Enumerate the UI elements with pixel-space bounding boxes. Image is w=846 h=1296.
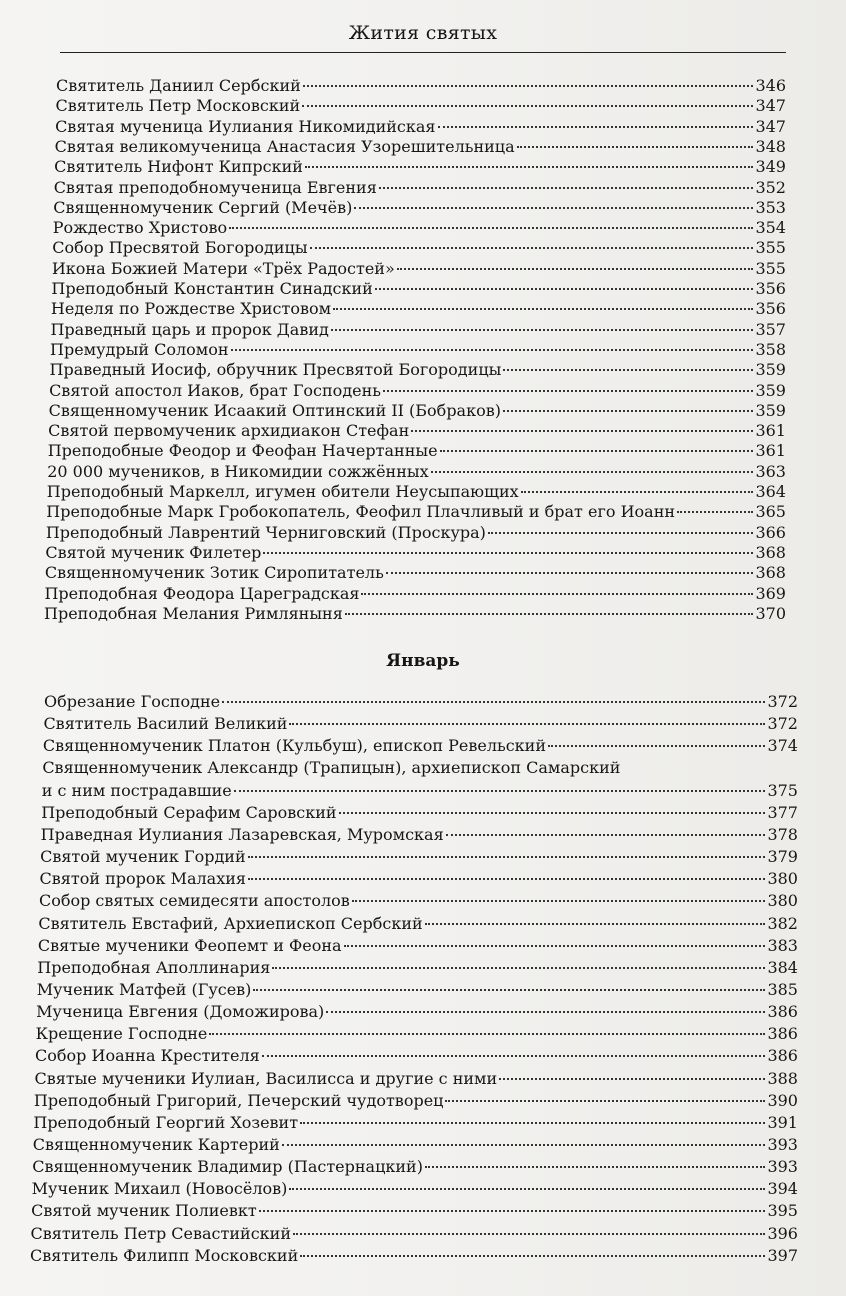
toc-entry <box>51 279 786 299</box>
toc-entry <box>31 1201 798 1221</box>
dot-leader <box>263 552 753 554</box>
toc-entry-page-number: 361 <box>755 421 786 441</box>
toc-entry-title: Преподобный Лаврентий Черниговский (Проскура) <box>45 522 486 542</box>
toc-entry-title: Преподобный Георгий Хозевит <box>33 1112 299 1132</box>
toc-entry <box>41 803 798 823</box>
toc-entry-title: Святой апостол Иаков, брат Господень <box>49 380 382 400</box>
toc-entry-page-number: 386 <box>767 1024 798 1044</box>
toc-entry <box>40 847 798 867</box>
dot-leader <box>425 923 766 925</box>
toc-entry-title: Святой мученик Филетер <box>45 542 262 562</box>
toc-entry <box>49 381 786 401</box>
toc-entry-title: 20 000 мучеников, в Никомидии сожжённых <box>47 461 429 481</box>
toc-entry-page-number: 359 <box>755 360 786 380</box>
toc-entry-page-number: 370 <box>755 603 786 623</box>
toc-entry-page-number: 361 <box>755 441 786 461</box>
toc-entry-title: Собор Иоанна Крестителя <box>35 1046 260 1066</box>
toc-entry-page-number: 393 <box>767 1135 798 1154</box>
toc-entry <box>45 543 786 563</box>
toc-entry <box>44 692 798 712</box>
toc-entry-page-number: 359 <box>755 400 786 420</box>
toc-entry-page-number: 366 <box>755 522 786 542</box>
toc-entry <box>50 360 786 380</box>
dot-leader <box>488 532 754 534</box>
toc-entry-page-number: 383 <box>767 935 798 955</box>
toc-entry-page-number: 380 <box>767 891 798 911</box>
toc-entry-page-number: 379 <box>767 847 798 867</box>
toc-entry-title: Священномученик Зотик Сиропитатель <box>44 563 384 583</box>
dot-leader <box>302 105 753 107</box>
toc-entry-page-number: 386 <box>767 1002 798 1022</box>
dot-leader <box>222 701 765 703</box>
toc-entry-title: Святая преподобномученица Евгения <box>53 177 377 197</box>
dot-leader <box>397 268 754 270</box>
toc-entry <box>44 604 786 624</box>
section-heading-january: Январь <box>386 651 460 671</box>
toc-entry-page-number: 356 <box>755 299 786 319</box>
toc-entry-title: Священномученик Платон (Кульбуш), епископ Ревельский <box>42 736 546 756</box>
toc-entry-page-number: 364 <box>755 482 786 501</box>
toc-entry <box>56 96 786 116</box>
toc-entry <box>42 781 798 801</box>
toc-entry-page-number: 377 <box>767 802 798 822</box>
toc-entry-title: Преподобный Григорий, Печерский чудотворец <box>33 1090 444 1110</box>
toc-entry-title: Праведный царь и пророк Давид <box>50 319 329 339</box>
toc-entry-title: и с ним пострадавшие <box>41 780 232 800</box>
toc-entry-page-number: 382 <box>767 913 798 933</box>
toc-entry <box>33 1113 798 1133</box>
toc-entry-title: Премудрый Соломон <box>50 339 229 359</box>
header-rule <box>60 52 786 53</box>
toc-entry-page-number: 356 <box>755 279 786 298</box>
dot-leader <box>262 1055 766 1057</box>
toc-entry-title-line: Священномученик Александр (Трапицын), архиепископ Самарский <box>42 758 621 778</box>
toc-entry <box>48 441 786 461</box>
toc-entry-page-number: 347 <box>755 96 786 116</box>
toc-entry <box>43 714 798 734</box>
toc-entry-page-number: 375 <box>767 780 798 800</box>
dot-leader <box>259 1210 766 1212</box>
toc-entry-title: Преподобный Маркелл, игумен обители Неусыпающих <box>46 482 519 501</box>
dot-leader <box>229 227 753 229</box>
toc-entry-page-number: 391 <box>767 1112 798 1132</box>
dot-leader <box>446 834 766 836</box>
toc-entry <box>47 482 786 502</box>
dot-leader <box>440 450 754 452</box>
toc-entry-title: Святой мученик Полиевкт <box>31 1201 257 1221</box>
toc-entry-title: Преподобная Мелания Римляныня <box>44 603 343 623</box>
toc-entry <box>30 1246 798 1266</box>
toc-entry-page-number: 394 <box>767 1179 798 1199</box>
toc-entry-page-number: 368 <box>755 563 786 583</box>
toc-entry-page-number: 353 <box>755 197 786 217</box>
toc-entry-title: Икона Божией Матери «Трёх Радостей» <box>51 258 395 278</box>
toc-entry-title: Святитель Петр Московский <box>55 96 301 116</box>
dot-leader <box>445 1100 765 1102</box>
toc-entry-page-number: 348 <box>755 136 786 156</box>
dot-leader <box>503 369 753 371</box>
dot-leader <box>272 967 765 969</box>
toc-entry <box>56 76 786 96</box>
toc-entry-title: Священномученик Картерий <box>32 1135 280 1154</box>
toc-entry <box>32 1179 798 1199</box>
toc-entry-title: Святые мученики Феопемт и Феона <box>37 935 342 955</box>
toc-entry-title: Святая мученица Иулиания Никомидийская <box>55 116 436 136</box>
toc-entry-page-number: 385 <box>767 979 798 999</box>
dot-leader <box>548 745 765 747</box>
toc-entry-page-number: 369 <box>755 583 786 603</box>
toc-entry-title: Мученик Матфей (Гусев) <box>36 979 252 999</box>
toc-entry-title: Святые мученики Иулиан, Василисса и другие с ними <box>34 1068 498 1088</box>
toc-entry <box>50 340 786 360</box>
toc-entry-page-number: 352 <box>755 177 786 197</box>
toc-entry <box>41 825 798 845</box>
toc-entry <box>33 1135 798 1155</box>
dot-leader <box>344 945 766 947</box>
dot-leader <box>425 1166 766 1168</box>
toc-entry <box>32 1157 798 1177</box>
dot-leader <box>438 126 754 128</box>
toc-entry-title: Святая великомученица Анастасия Узорешительница <box>54 136 515 156</box>
toc-entry-title: Преподобная Феодора Цареградская <box>44 583 360 603</box>
toc-entry-page-number: 393 <box>767 1157 798 1177</box>
toc-entry-page-number: 347 <box>755 116 786 136</box>
toc-entry <box>55 137 786 157</box>
dot-leader <box>383 390 753 392</box>
toc-entry <box>53 218 786 238</box>
toc-entry <box>43 736 798 756</box>
dot-leader <box>293 1233 765 1235</box>
toc-entry <box>31 1224 798 1244</box>
toc-entry-title: Священномученик Исаакий Оптинский II (Бобраков) <box>48 400 501 420</box>
toc-entry-page-number: 372 <box>767 714 798 734</box>
toc-entry <box>37 980 798 1000</box>
toc-entry-page-number: 368 <box>755 542 786 562</box>
toc-entry-title: Святитель Василий Великий <box>43 714 288 734</box>
dot-leader <box>234 790 766 792</box>
dot-leader <box>331 329 754 331</box>
toc-entry-title: Святой первомученик архидиакон Стефан <box>48 421 410 441</box>
dot-leader <box>521 491 754 493</box>
dot-leader <box>300 1255 765 1257</box>
toc-entry <box>46 502 786 522</box>
toc-entry-page-number: 354 <box>755 218 786 238</box>
dot-leader <box>231 349 754 351</box>
toc-entry-page-number: 355 <box>755 238 786 258</box>
toc-entry <box>35 1046 798 1066</box>
toc-entry <box>45 563 786 583</box>
toc-entry-page-number: 374 <box>767 736 798 756</box>
dot-leader <box>248 856 766 858</box>
dot-leader <box>305 166 754 168</box>
toc-entry <box>38 914 798 934</box>
toc-entry-page-number: 386 <box>767 1046 798 1066</box>
page-header-title: Жития святых <box>348 22 498 44</box>
toc-entry <box>38 936 798 956</box>
dot-leader <box>503 410 753 412</box>
toc-entry-page-number: 358 <box>755 339 786 359</box>
toc-entry-title: Святитель Даниил Сербский <box>56 76 301 95</box>
toc-entry-page-number: 397 <box>767 1245 798 1265</box>
toc-entry-title: Неделя по Рождестве Христовом <box>50 299 332 319</box>
toc-entry <box>34 1091 798 1111</box>
toc-entry-page-number: 388 <box>767 1068 798 1088</box>
dot-leader <box>310 247 754 249</box>
toc-entry <box>53 198 786 218</box>
dot-leader <box>361 593 753 595</box>
toc-entry <box>48 421 786 441</box>
toc-entry-title: Священномученик Сергий (Мечёв) <box>53 197 353 217</box>
toc-entry <box>44 584 786 604</box>
toc-entry <box>54 178 786 198</box>
toc-entry-title: Святой мученик Гордий <box>40 847 246 867</box>
dot-leader <box>248 878 765 880</box>
toc-entry-page-number: 365 <box>755 502 786 522</box>
toc-entry <box>47 462 786 482</box>
dot-leader <box>352 900 766 902</box>
dot-leader <box>333 308 753 310</box>
dot-leader <box>326 1011 765 1013</box>
toc-entry-title: Преподобные Феодор и Феофан Начертанные <box>47 441 438 461</box>
toc-entry <box>51 299 786 319</box>
toc-entry-page-number: 378 <box>767 824 798 844</box>
toc-entry-title: Преподобные Марк Гробокопатель, Феофил Плачливый и брат его Иоанн <box>46 502 676 522</box>
dot-leader <box>289 1188 765 1190</box>
dot-leader <box>386 572 754 574</box>
toc-entry-title: Священномученик Владимир (Пастернацкий) <box>32 1157 423 1177</box>
toc-entry-page-number: 380 <box>767 869 798 889</box>
toc-entry-title: Мученик Михаил (Новосёлов) <box>31 1179 288 1199</box>
dot-leader <box>289 723 765 725</box>
toc-entry-title: Обрезание Господне <box>44 692 221 711</box>
toc-entry <box>34 1069 798 1089</box>
dot-leader <box>339 812 766 814</box>
toc-entry-page-number: 357 <box>755 319 786 339</box>
toc-entry-title: Преподобный Серафим Саровский <box>41 802 337 822</box>
toc-entry <box>36 1002 798 1022</box>
toc-entry-title: Собор Пресвятой Богородицы <box>52 238 308 258</box>
toc-entry-page-number: 349 <box>755 157 786 177</box>
toc-entry <box>49 401 786 421</box>
toc-entry-page-number: 346 <box>755 76 786 95</box>
toc-entry-title: Собор святых семидесяти апостолов <box>38 891 350 911</box>
toc-entry-page-number: 390 <box>767 1090 798 1110</box>
toc-entry <box>55 117 786 137</box>
toc-entry <box>39 891 798 911</box>
dot-leader <box>354 207 753 209</box>
dot-leader <box>253 989 765 991</box>
toc-entry-title: Крещение Господне <box>35 1024 208 1044</box>
toc-entry-page-number: 359 <box>755 380 786 400</box>
toc-entry <box>40 869 798 889</box>
toc-entry-title: Праведная Иулиания Лазаревская, Муромская <box>40 824 444 844</box>
toc-entry <box>46 523 786 543</box>
dot-leader <box>209 1033 765 1035</box>
toc-entry-title: Святитель Евстафий, Архиепископ Сербский <box>38 913 423 933</box>
toc-entry-page-number: 372 <box>767 692 798 711</box>
toc-entry-page-number: 363 <box>755 461 786 481</box>
toc-entry <box>52 238 786 258</box>
toc-entry <box>50 320 786 340</box>
toc-entry-title: Святой пророк Малахия <box>39 869 246 889</box>
dot-leader <box>282 1144 766 1146</box>
dot-leader <box>375 288 754 290</box>
toc-entry-page-number: 384 <box>767 957 798 977</box>
toc-entry-title: Святитель Нифонт Кипрский <box>54 157 303 177</box>
dot-leader <box>499 1078 765 1080</box>
toc-entry-title: Праведный Иосиф, обручник Пресвятой Богородицы <box>49 360 502 380</box>
toc-entry-title: Мученица Евгения (Доможирова) <box>36 1002 325 1022</box>
toc-entry-title: Преподобный Константин Синадский <box>51 279 373 298</box>
dot-leader <box>379 187 754 189</box>
toc-entry <box>36 1024 798 1044</box>
dot-leader <box>303 85 754 87</box>
toc-entry-title: Рождество Христово <box>52 218 228 238</box>
dot-leader <box>411 430 753 432</box>
dot-leader <box>431 471 754 473</box>
toc-entry-title: Святитель Филипп Московский <box>30 1245 299 1265</box>
dot-leader <box>300 1122 765 1124</box>
toc-entry-title: Святитель Петр Севастийский <box>30 1223 291 1243</box>
dot-leader <box>517 146 754 148</box>
toc-entry-page-number: 396 <box>767 1223 798 1243</box>
toc-entry-page-number: 395 <box>767 1201 798 1221</box>
dot-leader <box>345 613 754 615</box>
toc-entry <box>54 157 786 177</box>
toc-entry-page-number: 355 <box>755 258 786 278</box>
dot-leader <box>677 511 753 513</box>
toc-entry <box>37 958 798 978</box>
toc-entry-title: Преподобная Аполлинария <box>37 957 271 977</box>
toc-entry <box>52 259 786 279</box>
